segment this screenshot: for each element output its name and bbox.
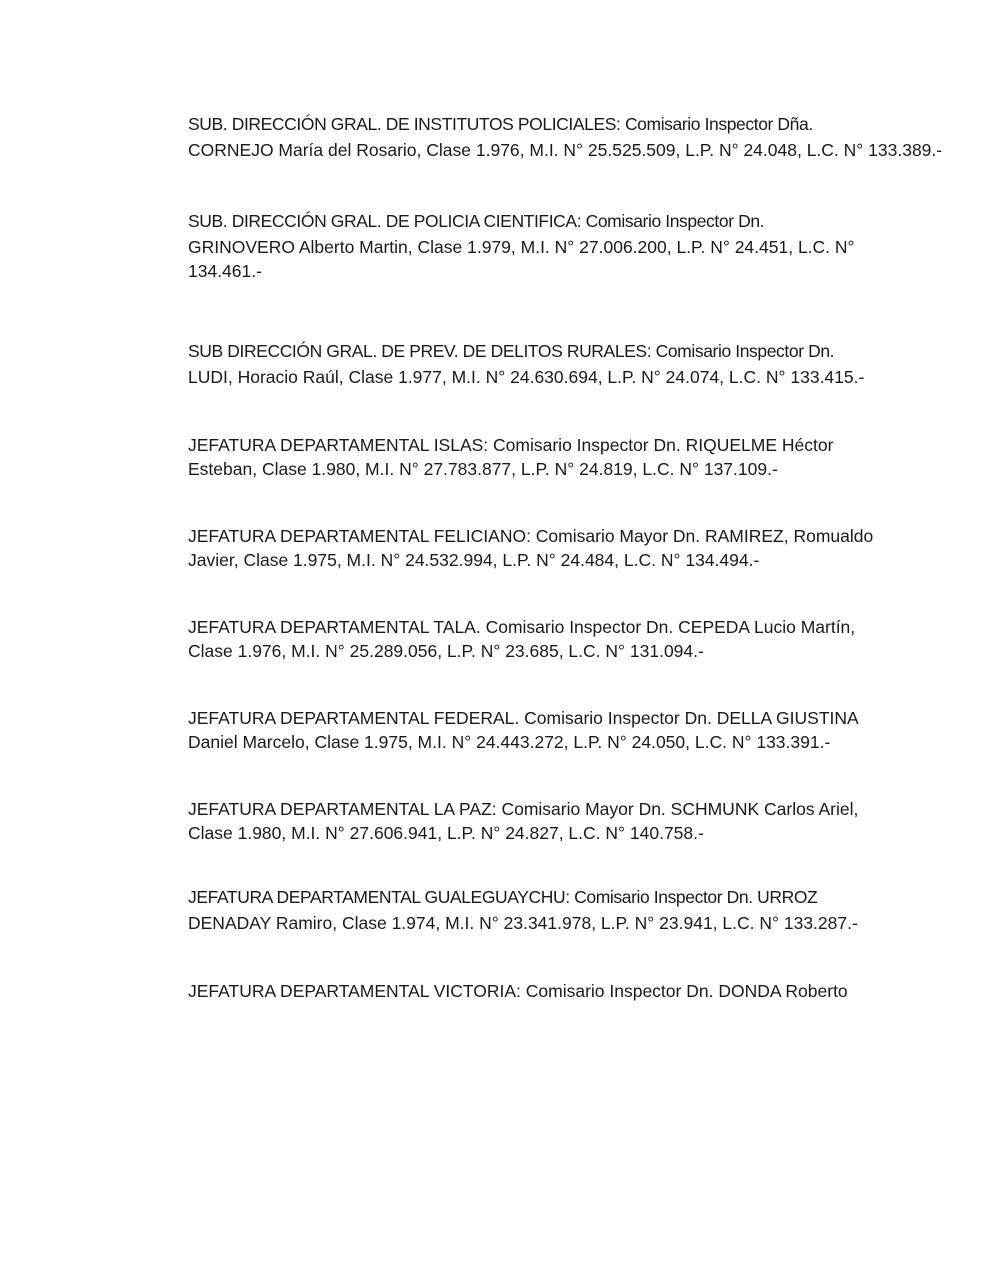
paragraph-line: Clase 1.976, M.I. N° 25.289.056, L.P. N° 23.685, L.C. N° 131.094.- — [188, 641, 704, 661]
paragraph-line: JEFATURA DEPARTAMENTAL LA PAZ: Comisario Mayor Dn. SCHMUNK Carlos Ariel, — [188, 799, 859, 819]
paragraph-line: JEFATURA DEPARTAMENTAL FEDERAL. Comisario Inspector Dn. DELLA GIUSTINA — [188, 708, 859, 728]
paragraph-line: JEFATURA DEPARTAMENTAL ISLAS: Comisario Inspector Dn. RIQUELME Héctor — [188, 435, 834, 455]
paragraph-line: Javier, Clase 1.975, M.I. N° 24.532.994, L.P. N° 24.484, L.C. N° 134.494.- — [188, 550, 760, 570]
appointment-paragraph-islas — [188, 433, 968, 481]
paragraph-line: Clase 1.980, M.I. N° 27.606.941, L.P. N° 24.827, L.C. N° 140.758.- — [188, 823, 704, 843]
appointment-paragraph-victoria — [188, 979, 968, 1003]
appointment-paragraph-federal — [188, 706, 968, 754]
paragraph-line: JEFATURA DEPARTAMENTAL VICTORIA: Comisario Inspector Dn. DONDA Roberto — [188, 981, 848, 1001]
paragraph-line: LUDI, Horacio Raúl, Clase 1.977, M.I. N° 24.630.694, L.P. N° 24.074, L.C. N° 133.415.- — [188, 367, 865, 387]
paragraph-line: CORNEJO María del Rosario, Clase 1.976, M.I. N° 25.525.509, L.P. N° 24.048, L.C. N° 133.389.- — [188, 140, 943, 160]
paragraph-line: SUB. DIRECCIÓN GRAL. DE INSTITUTOS POLICIALES: Comisario Inspector Dña. — [188, 114, 813, 134]
appointment-paragraph-gualeguaychu — [188, 885, 968, 935]
appointment-paragraph-la-paz — [188, 797, 968, 845]
appointment-paragraph-tala — [188, 615, 968, 663]
paragraph-line: JEFATURA DEPARTAMENTAL GUALEGUAYCHU: Comisario Inspector Dn. URROZ — [188, 887, 818, 907]
appointment-paragraph-delitos-rurales — [188, 339, 968, 389]
paragraph-line: GRINOVERO Alberto Martin, Clase 1.979, M.I. N° 27.006.200, L.P. N° 24.451, L.C. N° — [188, 237, 855, 257]
paragraph-line: JEFATURA DEPARTAMENTAL FELICIANO: Comisario Mayor Dn. RAMIREZ, Romualdo — [188, 526, 874, 546]
paragraph-line: Daniel Marcelo, Clase 1.975, M.I. N° 24.443.272, L.P. N° 24.050, L.C. N° 133.391.- — [188, 732, 831, 752]
paragraph-line: Esteban, Clase 1.980, M.I. N° 27.783.877, L.P. N° 24.819, L.C. N° 137.109.- — [188, 459, 778, 479]
appointment-paragraph-policia-cientifica — [188, 209, 968, 283]
paragraph-line: JEFATURA DEPARTAMENTAL TALA. Comisario Inspector Dn. CEPEDA Lucio Martín, — [188, 617, 856, 637]
paragraph-line: DENADAY Ramiro, Clase 1.974, M.I. N° 23.341.978, L.P. N° 23.941, L.C. N° 133.287.- — [188, 913, 858, 933]
appointment-paragraph-institutos-policiales — [188, 112, 968, 162]
paragraph-line: SUB DIRECCIÓN GRAL. DE PREV. DE DELITOS RURALES: Comisario Inspector Dn. — [188, 341, 835, 361]
paragraph-line: SUB. DIRECCIÓN GRAL. DE POLICIA CIENTIFICA: Comisario Inspector Dn. — [188, 211, 765, 231]
appointment-paragraph-feliciano — [188, 524, 968, 572]
paragraph-line: 134.461.- — [188, 261, 262, 281]
